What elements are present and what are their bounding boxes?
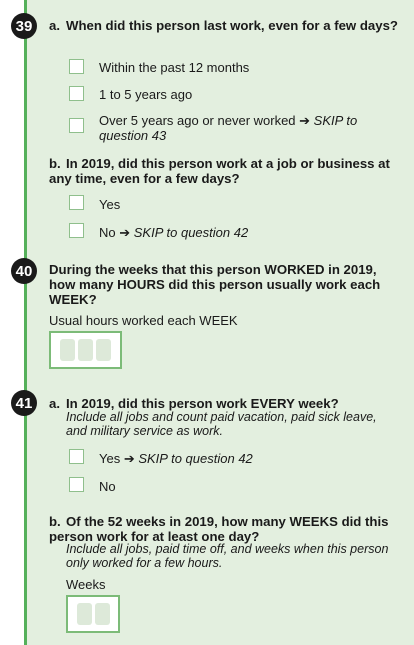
question-40-text: During the weeks that this person WORKED in 2019, how many HOURS did this person usually work each WEEK? — [49, 262, 381, 307]
question-number-badge — [11, 390, 37, 416]
option-label: Yes — [99, 197, 121, 212]
question-text: When did this person last work, even for a few days? — [66, 18, 398, 33]
checkbox-no[interactable] — [69, 477, 84, 492]
weeks-input[interactable] — [66, 595, 120, 633]
checkbox-yes[interactable] — [69, 195, 84, 210]
question-text: Of the 52 weeks in 2019, how many WEEKS did this person work for at least one day? — [49, 514, 389, 544]
subquestion-label: b. — [49, 514, 61, 529]
question-number: 39 — [15, 17, 33, 35]
field-label: Weeks — [66, 577, 106, 592]
question-39a-text — [49, 18, 399, 33]
subquestion-label: a. — [49, 396, 60, 411]
checkbox-1-to-5-years[interactable] — [69, 86, 84, 101]
question-number: 40 — [15, 262, 33, 280]
checkbox-no[interactable] — [69, 223, 84, 238]
question-number-badge — [11, 13, 37, 39]
digit-cell — [77, 603, 92, 625]
question-39b-text — [49, 156, 399, 186]
question-number-badge — [11, 258, 37, 284]
subquestion-label: a. — [49, 18, 60, 33]
digit-cell — [60, 339, 75, 361]
checkbox-within-12-months[interactable] — [69, 59, 84, 74]
option-label: 1 to 5 years ago — [99, 87, 193, 102]
digit-cell — [96, 339, 111, 361]
option-label: Yes ➔ SKIP to question 42 — [99, 451, 253, 466]
checkbox-yes[interactable] — [69, 449, 84, 464]
field-label: Usual hours worked each WEEK — [49, 313, 238, 328]
option-label: No — [99, 479, 116, 494]
digit-cell — [95, 603, 110, 625]
option-label: Within the past 12 months — [99, 60, 250, 75]
skip-instruction: SKIP to question 42 — [133, 225, 249, 240]
skip-instruction: SKIP to question 43 — [99, 113, 358, 143]
question-41b-text — [49, 514, 399, 544]
digit-cell — [78, 339, 93, 361]
question-41a-text — [49, 396, 399, 411]
question-number: 41 — [15, 394, 33, 412]
question-text: In 2019, did this person work at a job or business at any time, even for a few days? — [49, 156, 390, 186]
option-label: Over 5 years ago or never worked ➔ SKIP to question 43 — [99, 113, 358, 143]
checkbox-over-5-years[interactable] — [69, 118, 84, 133]
hours-input[interactable] — [49, 331, 122, 369]
question-text: In 2019, did this person work EVERY week? — [66, 396, 339, 411]
subquestion-label: b. — [49, 156, 61, 171]
skip-instruction: SKIP to question 42 — [138, 451, 253, 466]
instruction-note: Include all jobs, paid time off, and weeks when this person only worked for a few hours. — [66, 542, 389, 570]
instruction-note: Include all jobs and count paid vacation, paid sick leave, and military service as work. — [66, 410, 377, 438]
option-label: No ➔ SKIP to question 42 — [99, 225, 249, 240]
